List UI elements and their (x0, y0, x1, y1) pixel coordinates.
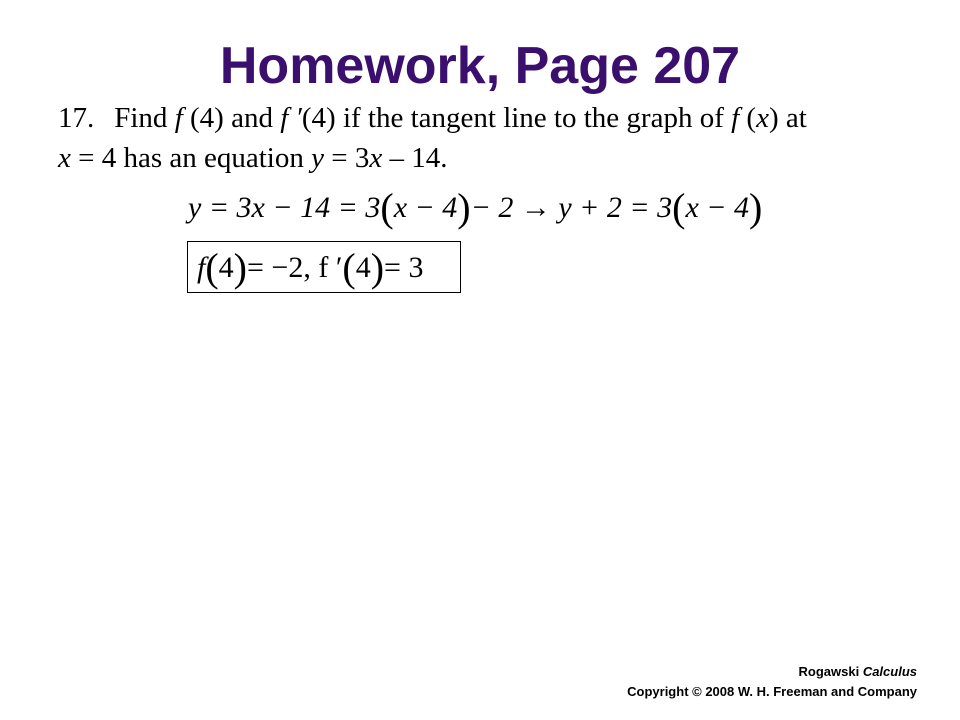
problem-statement: 17. Find f (4) and f ′(4) if the tangent line to the graph of f (x) at x = 4 has an equation y = 3x – 14. (58, 102, 807, 174)
problem-number: 17. (58, 102, 95, 134)
boxed-answer: f(4)= −2, f ′(4)= 3 (197, 245, 424, 290)
page-title: Homework, Page 207 (219, 37, 741, 95)
book-credit: Rogawski Calculus (798, 664, 917, 679)
copyright-line: Copyright © 2008 W. H. Freeman and Company (627, 684, 917, 699)
copyright-footer (627, 662, 917, 702)
solution-equation: y = 3x − 14 = 3(x − 4)− 2 → y + 2 = 3(x − 4) (188, 185, 763, 230)
